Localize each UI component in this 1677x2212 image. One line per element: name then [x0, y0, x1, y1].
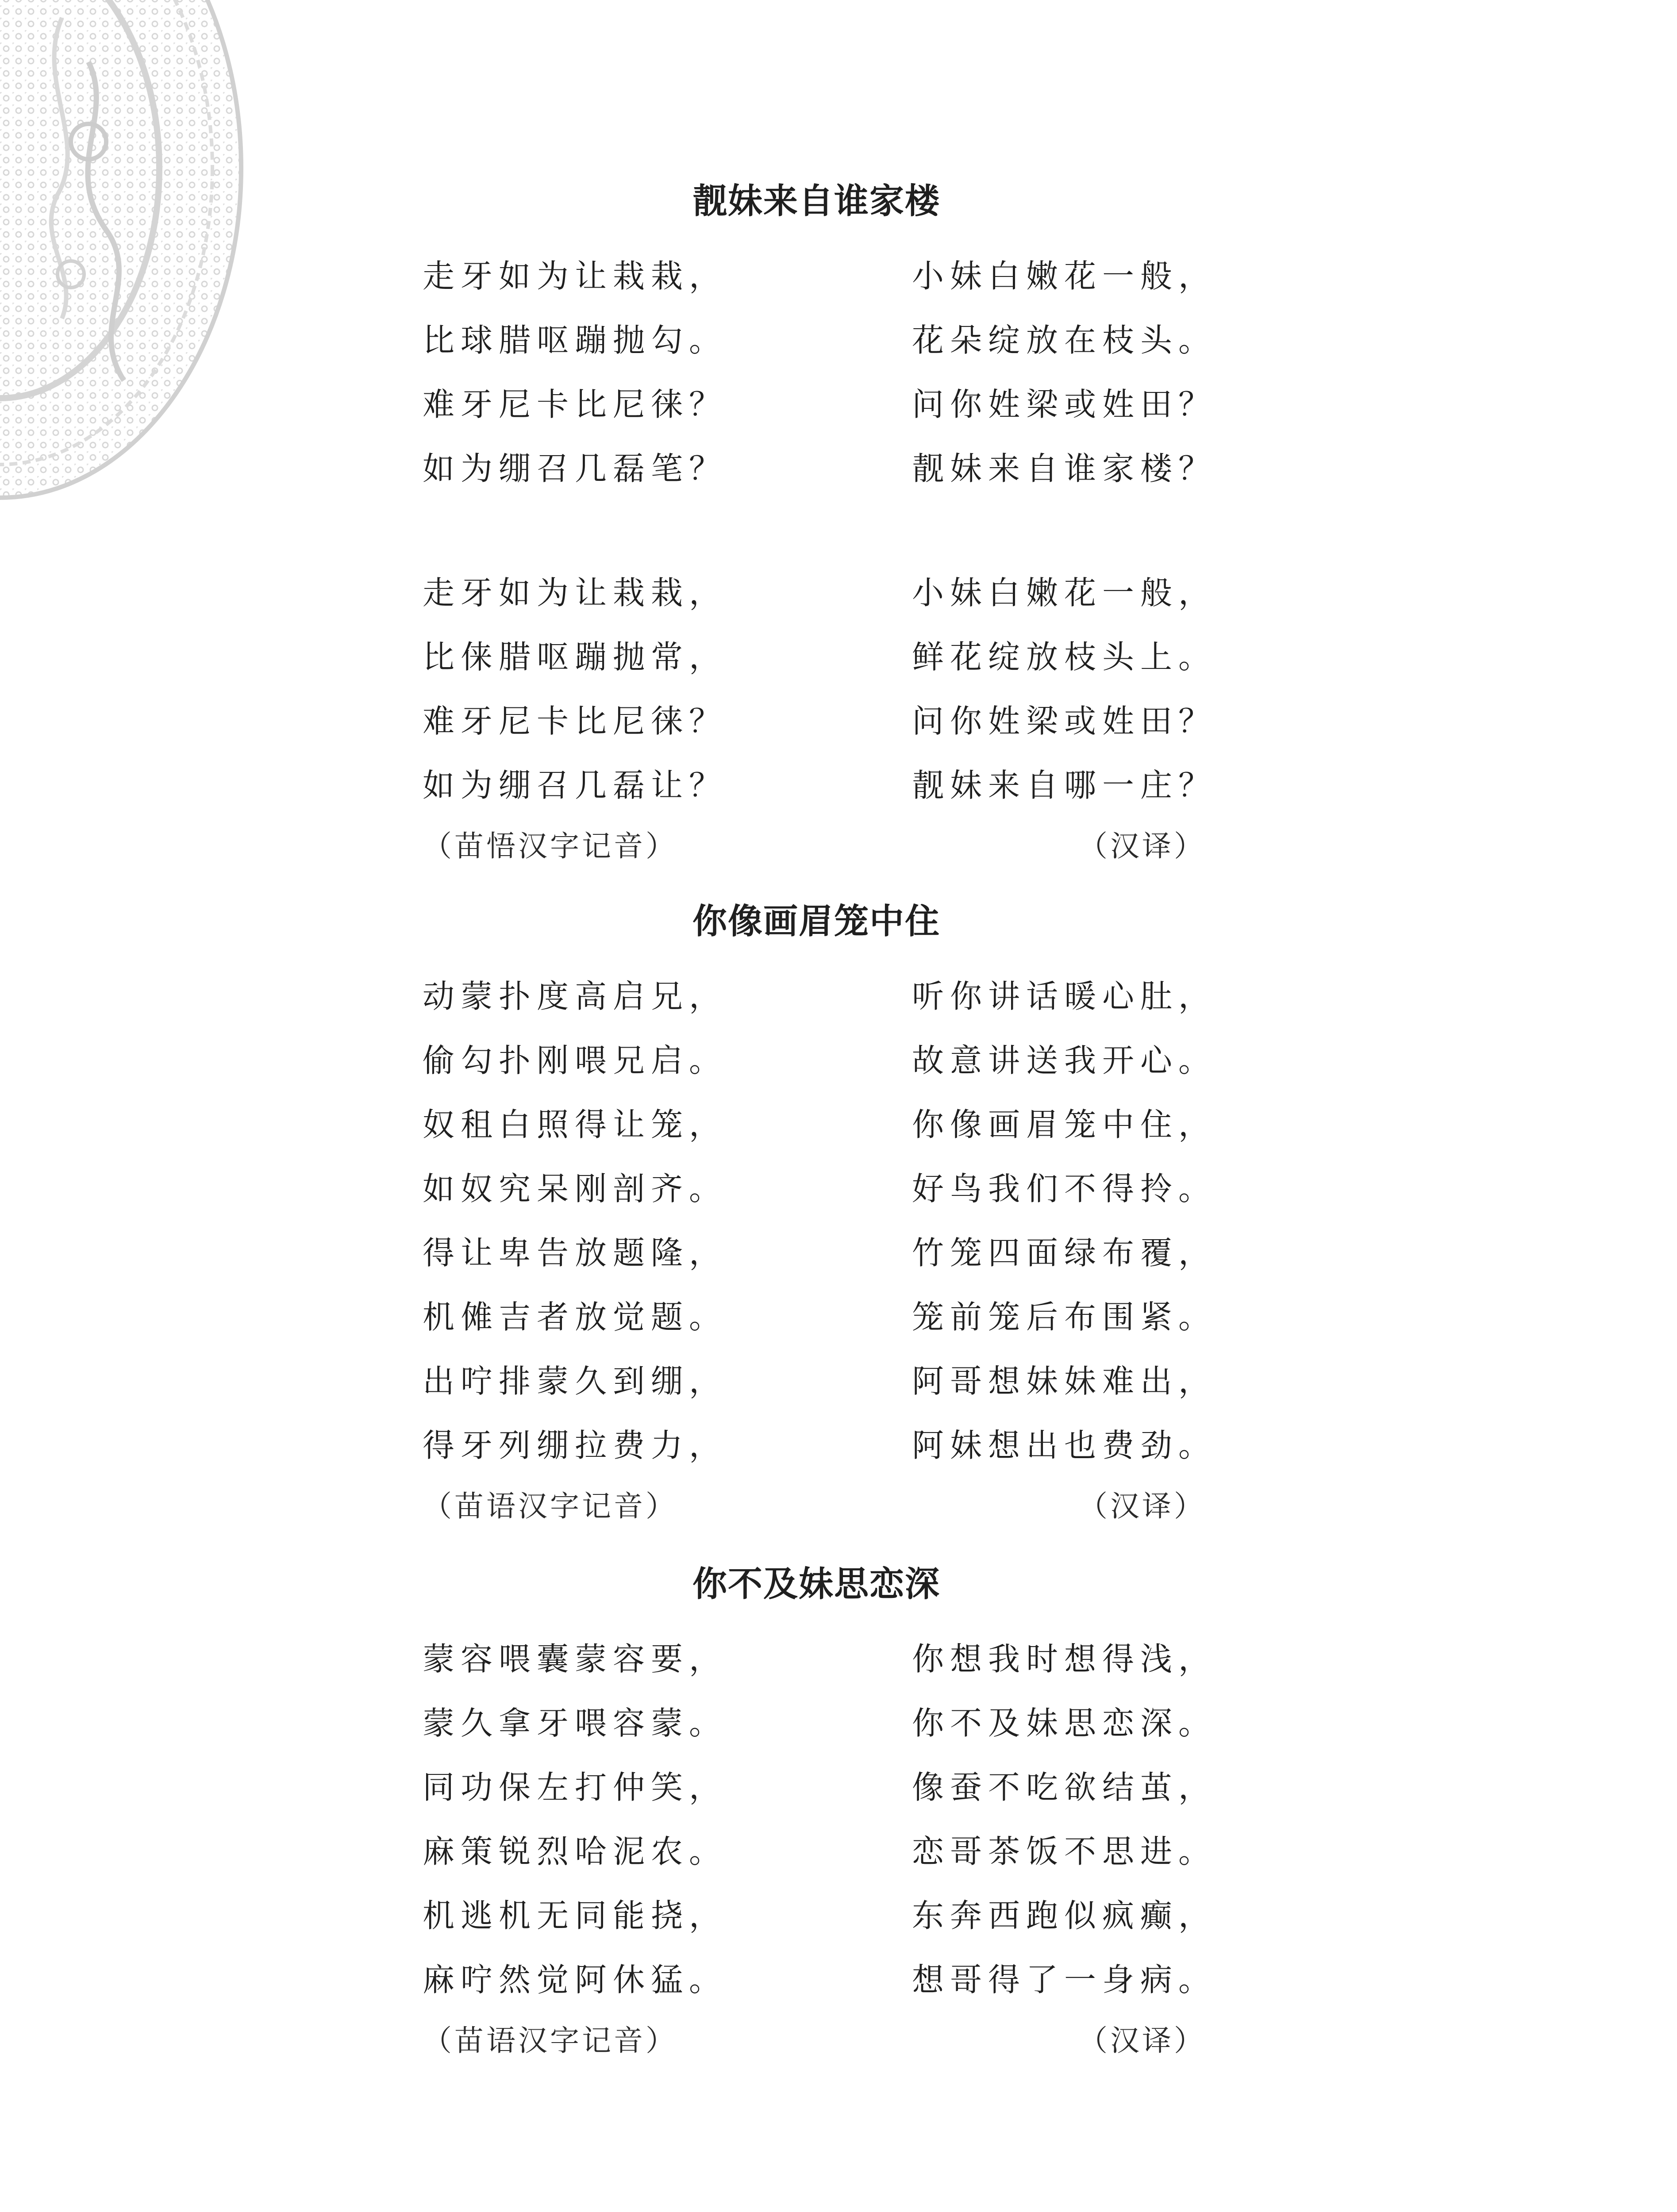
- verse-line: [423, 1154, 1216, 1218]
- chinese-line: 想哥得了一身病。: [912, 1961, 1216, 1998]
- song-title: 靓妹来自谁家楼: [692, 181, 940, 221]
- chinese-line: 问你姓梁或姓田？: [912, 385, 1216, 423]
- miao-line: 偷勾扑刚喂兄启。: [423, 1041, 727, 1079]
- miao-line: 走牙如为让栽栽，: [423, 574, 727, 611]
- chinese-line: 听你讲话暖心肚，: [912, 977, 1216, 1015]
- source-note: [423, 2009, 1210, 2066]
- verse-line: [423, 1282, 1216, 1346]
- verse-line: [423, 558, 1216, 622]
- miao-line: 如为绷召几磊让？: [423, 766, 727, 804]
- chinese-line: 恋哥茶饭不思进。: [912, 1832, 1216, 1870]
- chinese-line: 小妹白嫩花一般，: [912, 257, 1216, 295]
- song-section-1: [423, 179, 1216, 872]
- chinese-line: 你像画眉笼中住，: [912, 1106, 1216, 1143]
- chinese-line: 你想我时想得浅，: [912, 1640, 1216, 1678]
- decorative-paper-cut-ornament: [0, 0, 248, 504]
- verse-line: [423, 305, 1216, 369]
- chinese-line: 你不及妹思恋深。: [912, 1704, 1216, 1742]
- verse-line: [423, 1090, 1216, 1154]
- verse-line: [423, 1624, 1216, 1688]
- verse-line: [423, 750, 1216, 814]
- verse-line: [423, 1945, 1216, 2009]
- verse-line: [423, 961, 1216, 1025]
- stanza: [423, 1624, 1216, 2009]
- miao-line: 难牙尼卡比尼徕？: [423, 702, 727, 740]
- miao-line: 比球腊呕蹦抛勾。: [423, 321, 727, 359]
- miao-line: 机傩吉者放觉题。: [423, 1298, 727, 1336]
- song-title: 你不及妹思恋深: [692, 1564, 940, 1604]
- chinese-line: 小妹白嫩花一般，: [912, 574, 1216, 611]
- translation-note: （汉译）: [1078, 1489, 1206, 1523]
- stanza: [423, 558, 1216, 814]
- song-title: 你像画眉笼中住: [692, 901, 940, 941]
- chinese-line: 笼前笼后布围紧。: [912, 1298, 1216, 1336]
- chinese-line: 靓妹来自哪一庄？: [912, 766, 1216, 804]
- chinese-line: 靓妹来自谁家楼？: [912, 449, 1216, 487]
- song-section-2: [423, 899, 1216, 1532]
- verse-line: [423, 369, 1216, 434]
- chinese-line: 竹笼四面绿布覆，: [912, 1234, 1216, 1271]
- miao-line: 比俫腊呕蹦抛常，: [423, 638, 727, 676]
- miao-line: 走牙如为让栽栽，: [423, 257, 727, 295]
- transcription-note: （苗语汉字记音）: [423, 1489, 677, 1523]
- verse-line: [423, 1816, 1216, 1881]
- verse-line: [423, 622, 1216, 686]
- verse-line: [423, 1025, 1216, 1090]
- verse-line: [423, 434, 1216, 498]
- miao-line: 如奴究呆刚剖齐。: [423, 1170, 727, 1207]
- miao-line: 麻咛然觉阿休猛。: [423, 1961, 727, 1998]
- miao-line: 麻策锐烈哈泥农。: [423, 1832, 727, 1870]
- chinese-line: 像蚕不吃欲结茧，: [912, 1768, 1216, 1806]
- stanza: [423, 961, 1216, 1475]
- miao-line: 蒙久拿牙喂容蒙。: [423, 1704, 727, 1742]
- verse-line: [423, 1752, 1216, 1816]
- miao-line: 如为绷召几磊笔？: [423, 449, 727, 487]
- chinese-line: 鲜花绽放枝头上。: [912, 638, 1216, 676]
- verse-line: [423, 1346, 1216, 1410]
- transcription-note: （苗悟汉字记音）: [423, 829, 677, 863]
- transcription-note: （苗语汉字记音）: [423, 2023, 677, 2058]
- chinese-line: 阿哥想妹妹难出，: [912, 1362, 1216, 1400]
- verse-line: [423, 1881, 1216, 1945]
- source-note: [423, 814, 1210, 872]
- miao-line: 奴租白照得让笼，: [423, 1106, 727, 1143]
- chinese-line: 问你姓梁或姓田？: [912, 702, 1216, 740]
- verse-line: [423, 241, 1216, 305]
- verse-line: [423, 1688, 1216, 1752]
- verse-line: [423, 1410, 1216, 1475]
- miao-line: 同功保左打仲笑，: [423, 1768, 727, 1806]
- verse-line: [423, 686, 1216, 750]
- miao-line: 得牙列绷拉费力，: [423, 1426, 727, 1464]
- miao-line: 动蒙扑度高启兄，: [423, 977, 727, 1015]
- translation-note: （汉译）: [1078, 2023, 1206, 2058]
- translation-note: （汉译）: [1078, 829, 1206, 863]
- chinese-line: 故意讲送我开心。: [912, 1041, 1216, 1079]
- song-section-3: [423, 1562, 1216, 2066]
- miao-line: 难牙尼卡比尼徕？: [423, 385, 727, 423]
- verse-line: [423, 1218, 1216, 1282]
- chinese-line: 好鸟我们不得拎。: [912, 1170, 1216, 1207]
- chinese-line: 东奔西跑似疯癫，: [912, 1897, 1216, 1934]
- miao-line: 蒙容喂囊蒙容要，: [423, 1640, 727, 1678]
- miao-line: 得让卑告放题隆，: [423, 1234, 727, 1271]
- chinese-line: 阿妹想出也费劲。: [912, 1426, 1216, 1464]
- stanza: [423, 241, 1216, 498]
- chinese-line: 花朵绽放在枝头。: [912, 321, 1216, 359]
- poem-content: [423, 179, 1216, 2066]
- miao-line: 机逃机无同能挠，: [423, 1897, 727, 1934]
- source-note: [423, 1475, 1210, 1532]
- miao-line: 出咛排蒙久到绷，: [423, 1362, 727, 1400]
